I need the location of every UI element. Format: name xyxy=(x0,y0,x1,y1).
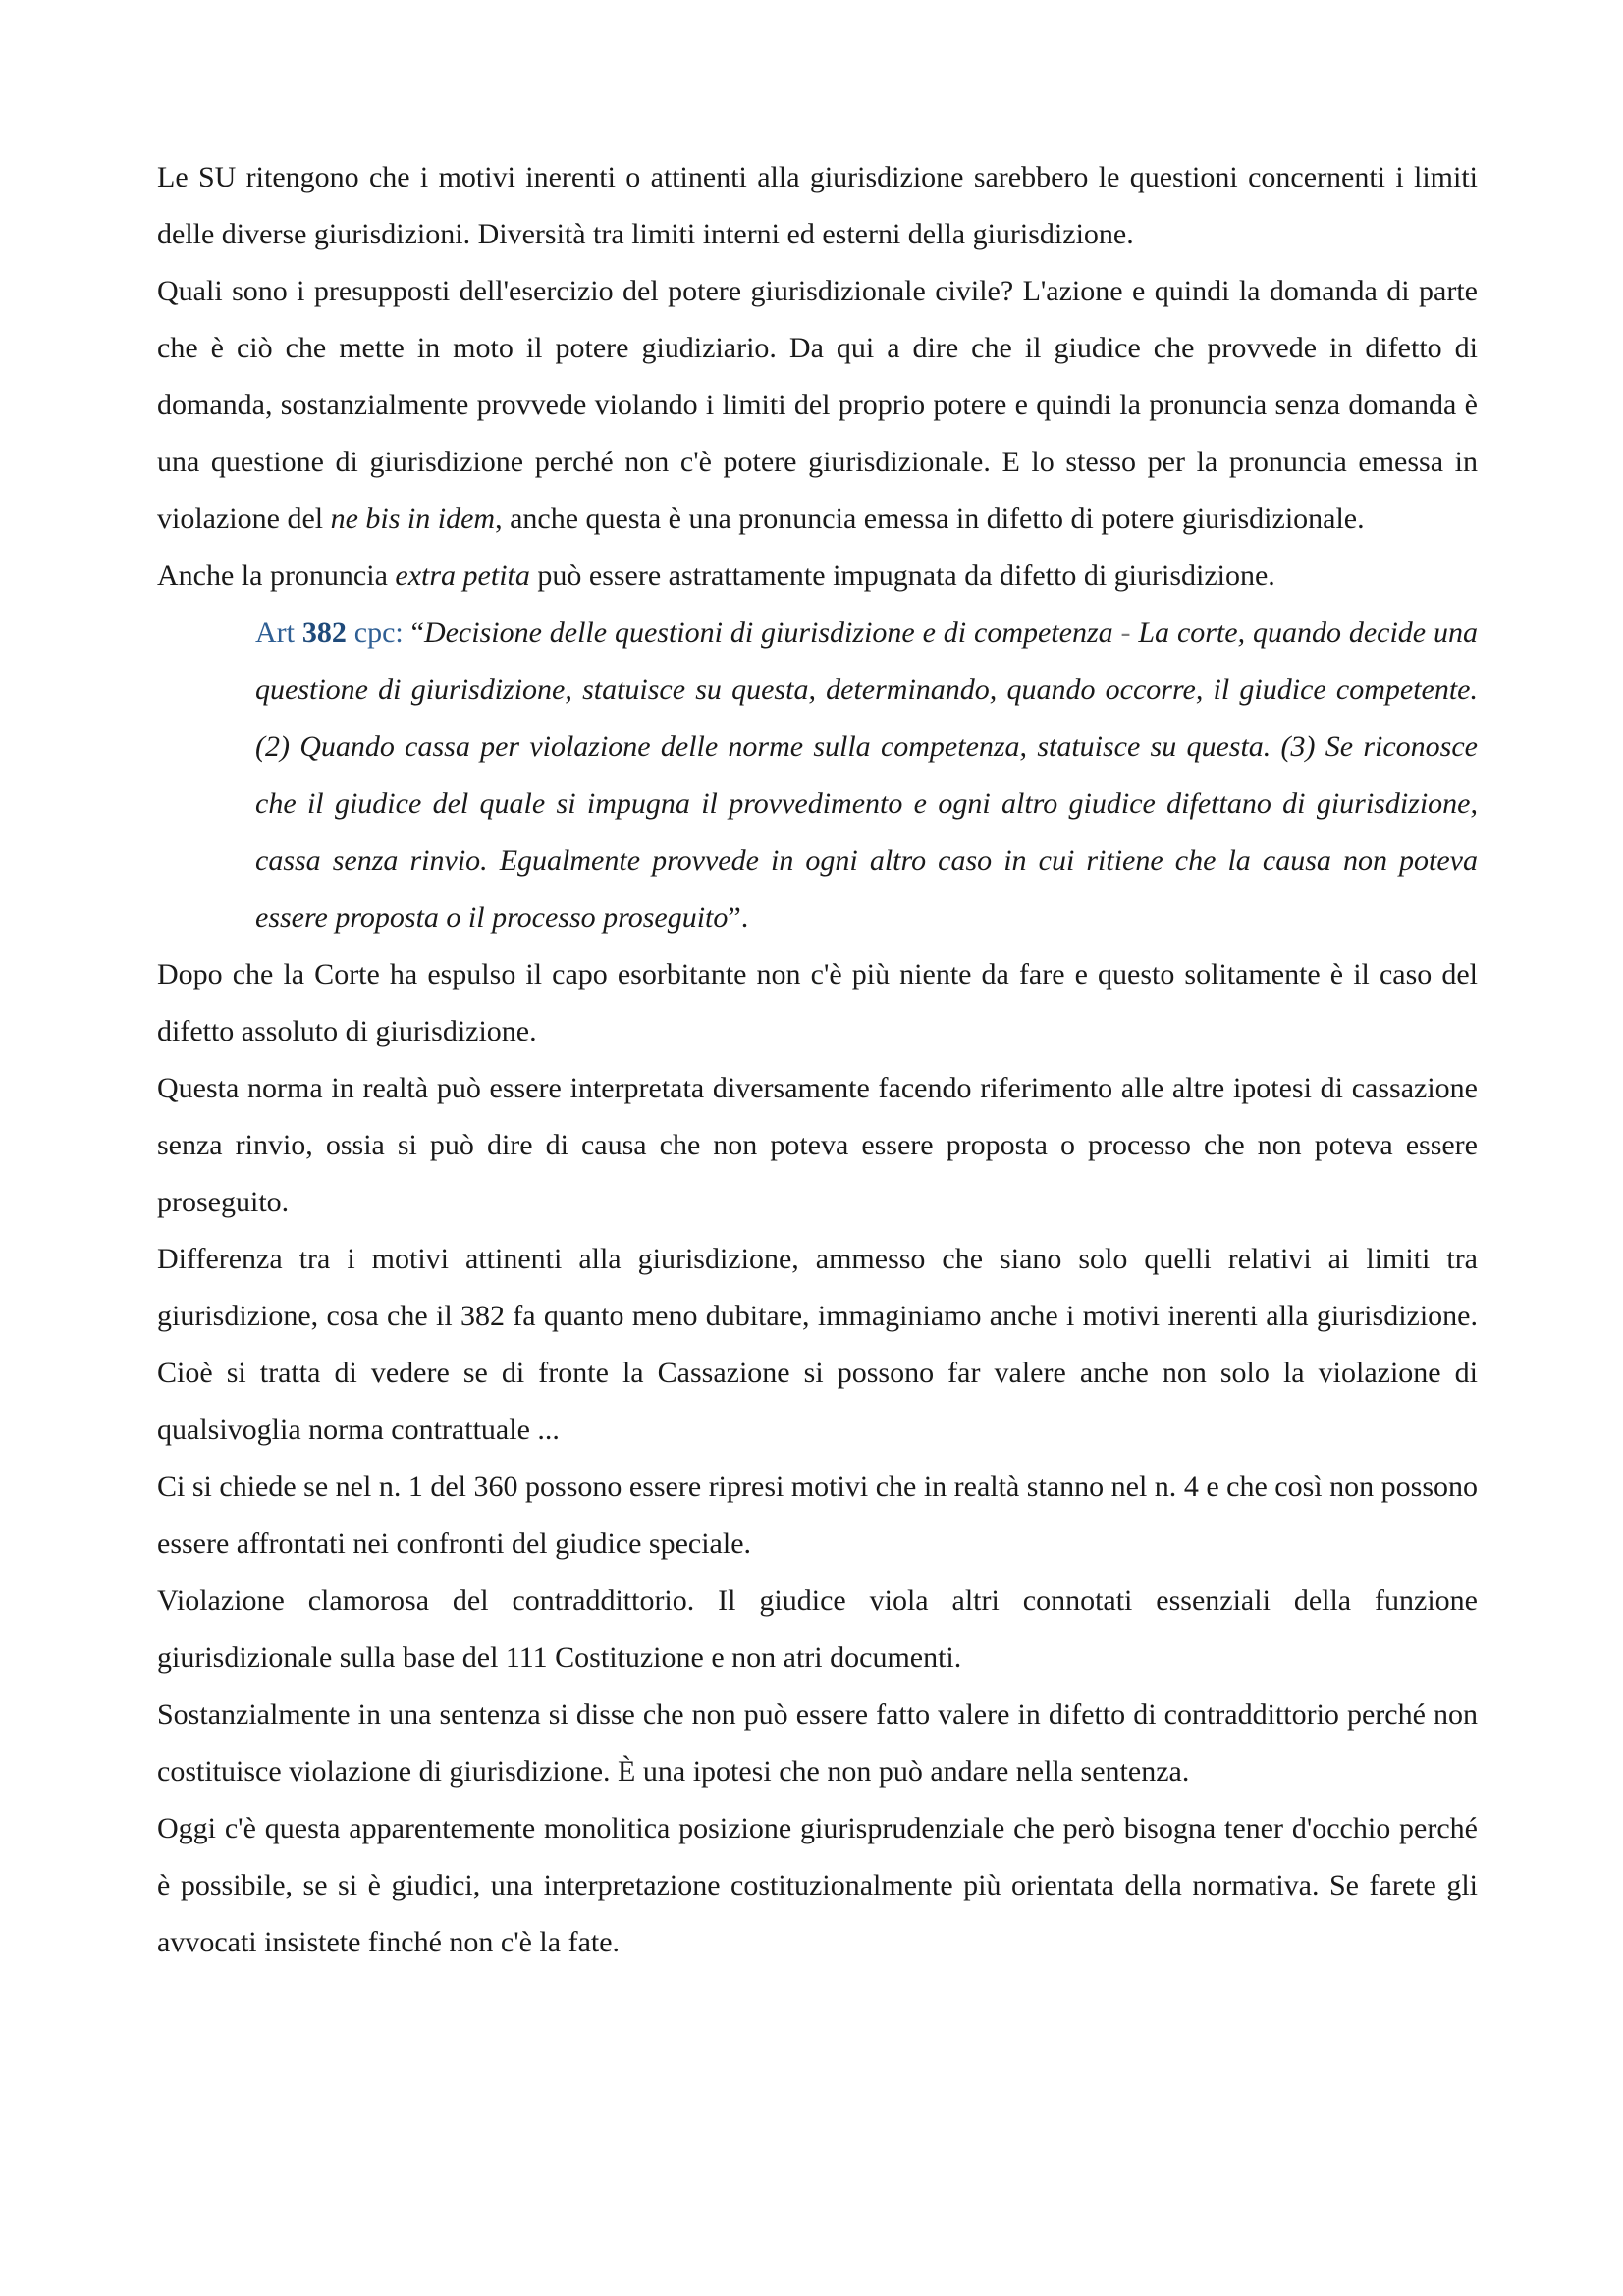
paragraph-su-limiti xyxy=(157,149,1478,263)
quote-open-mark: “ xyxy=(410,616,424,649)
paragraph-text: , anche questa è una pronuncia emessa in difetto di potere giurisdizionale. xyxy=(495,503,1365,535)
italic-term-extra-petita: extra petita xyxy=(395,560,530,592)
article-382-quote xyxy=(255,605,1478,946)
paragraph-presupposti xyxy=(157,263,1478,548)
paragraph-extra-petita xyxy=(157,548,1478,605)
paragraph-text: Ci si chiede se nel n. 1 del 360 possono essere ripresi motivi che in realtà stanno nel n. 4 e che così non possono essere affrontati nei confronti del giudice speciale. xyxy=(157,1470,1478,1560)
article-prefix: Art xyxy=(255,616,302,649)
paragraph-text: Oggi c'è questa apparentemente monolitica posizione giurisprudenziale che però bisogna tener d'occhio perché è possibile, se si è giudici, una interpretazione costituzionalmente più orientata della normativa. Se farete gli avvocati insistete finché non c'è la fate. xyxy=(157,1812,1478,1958)
paragraph-oggi xyxy=(157,1800,1478,1971)
article-number: 382 xyxy=(301,616,347,649)
article-title: Decisione delle questioni di giurisdizione e di competenza xyxy=(423,616,1113,649)
paragraph-text: può essere astrattamente impugnata da difetto di giurisdizione. xyxy=(529,560,1275,592)
document-page xyxy=(157,149,1478,1971)
paragraph-text: Differenza tra i motivi attinenti alla giurisdizione, ammesso che siano solo quelli relativi ai limiti tra giurisdizione, cosa che il 382 fa quanto meno dubitare, immaginiamo anche i motivi inerenti alla giurisdizione. Cioè si tratta di vedere se di fronte la Cassazione si possono far valere anche non solo la violazione di qualsivoglia norma contrattuale ... xyxy=(157,1243,1478,1446)
paragraph-contraddittorio xyxy=(157,1573,1478,1686)
paragraph-differenza-motivi xyxy=(157,1231,1478,1459)
article-reference xyxy=(255,616,411,649)
article-suffix: cpc: xyxy=(346,616,411,649)
quote-close-mark: ”. xyxy=(728,901,749,934)
paragraph-capo-esorbitante xyxy=(157,946,1478,1060)
paragraph-text: Quali sono i presupposti dell'esercizio del potere giurisdizionale civile? L'azione e quindi la domanda di parte che è ciò che mette in moto il potere giudiziario. Da qui a dire che il giudice che provvede in difetto di domanda, sostanzialmente provvede violando i limiti del proprio potere e quindi la pronuncia senza domanda è una questione di giurisdizione perché non c'è potere giurisdizionale. E lo stesso per la pronuncia emessa in violazione del xyxy=(157,275,1478,535)
article-body: La corte, quando decide una questione di giurisdizione, statuisce su questa, determinando, quando occorre, il giudice competente. (2) Quando cassa per violazione delle norme sulla competenza, statuisce su questa. (3) Se riconosce che il giudice del quale si impugna il provvedimento e ogni altro giudice difettano di giurisdizione, cassa senza rinvio. Egualmente provvede in ogni altro caso in cui ritiene che la causa non poteva essere proposta o il processo proseguito xyxy=(255,616,1478,934)
paragraph-text: Violazione clamorosa del contraddittorio. Il giudice viola altri connotati essenziali della funzione giurisdizionale sulla base del 111 Costituzione e non atri documenti. xyxy=(157,1584,1478,1674)
italic-term-ne-bis-in-idem: ne bis in idem xyxy=(330,503,496,535)
paragraph-text: Questa norma in realtà può essere interpretata diversamente facendo riferimento alle altre ipotesi di cassazione senza rinvio, ossia si può dire di causa che non poteva essere proposta o processo che non poteva essere proseguito. xyxy=(157,1072,1478,1218)
paragraph-text: Dopo che la Corte ha espulso il capo esorbitante non c'è più niente da fare e questo solitamente è il caso del difetto assoluto di giurisdizione. xyxy=(157,958,1478,1047)
paragraph-sentenza xyxy=(157,1686,1478,1800)
paragraph-art-360 xyxy=(157,1459,1478,1573)
paragraph-text: Le SU ritengono che i motivi inerenti o attinenti alla giurisdizione sarebbero le questioni concernenti i limiti delle diverse giurisdizioni. Diversità tra limiti interni ed esterni della giurisdizione. xyxy=(157,161,1478,250)
paragraph-text: Anche la pronuncia xyxy=(157,560,396,592)
title-separator: - xyxy=(1112,616,1139,649)
paragraph-text: Sostanzialmente in una sentenza si disse che non può essere fatto valere in difetto di contraddittorio perché non costituisce violazione di giurisdizione. È una ipotesi che non può andare nella sentenza. xyxy=(157,1698,1478,1788)
paragraph-interpretazione-norma xyxy=(157,1060,1478,1231)
